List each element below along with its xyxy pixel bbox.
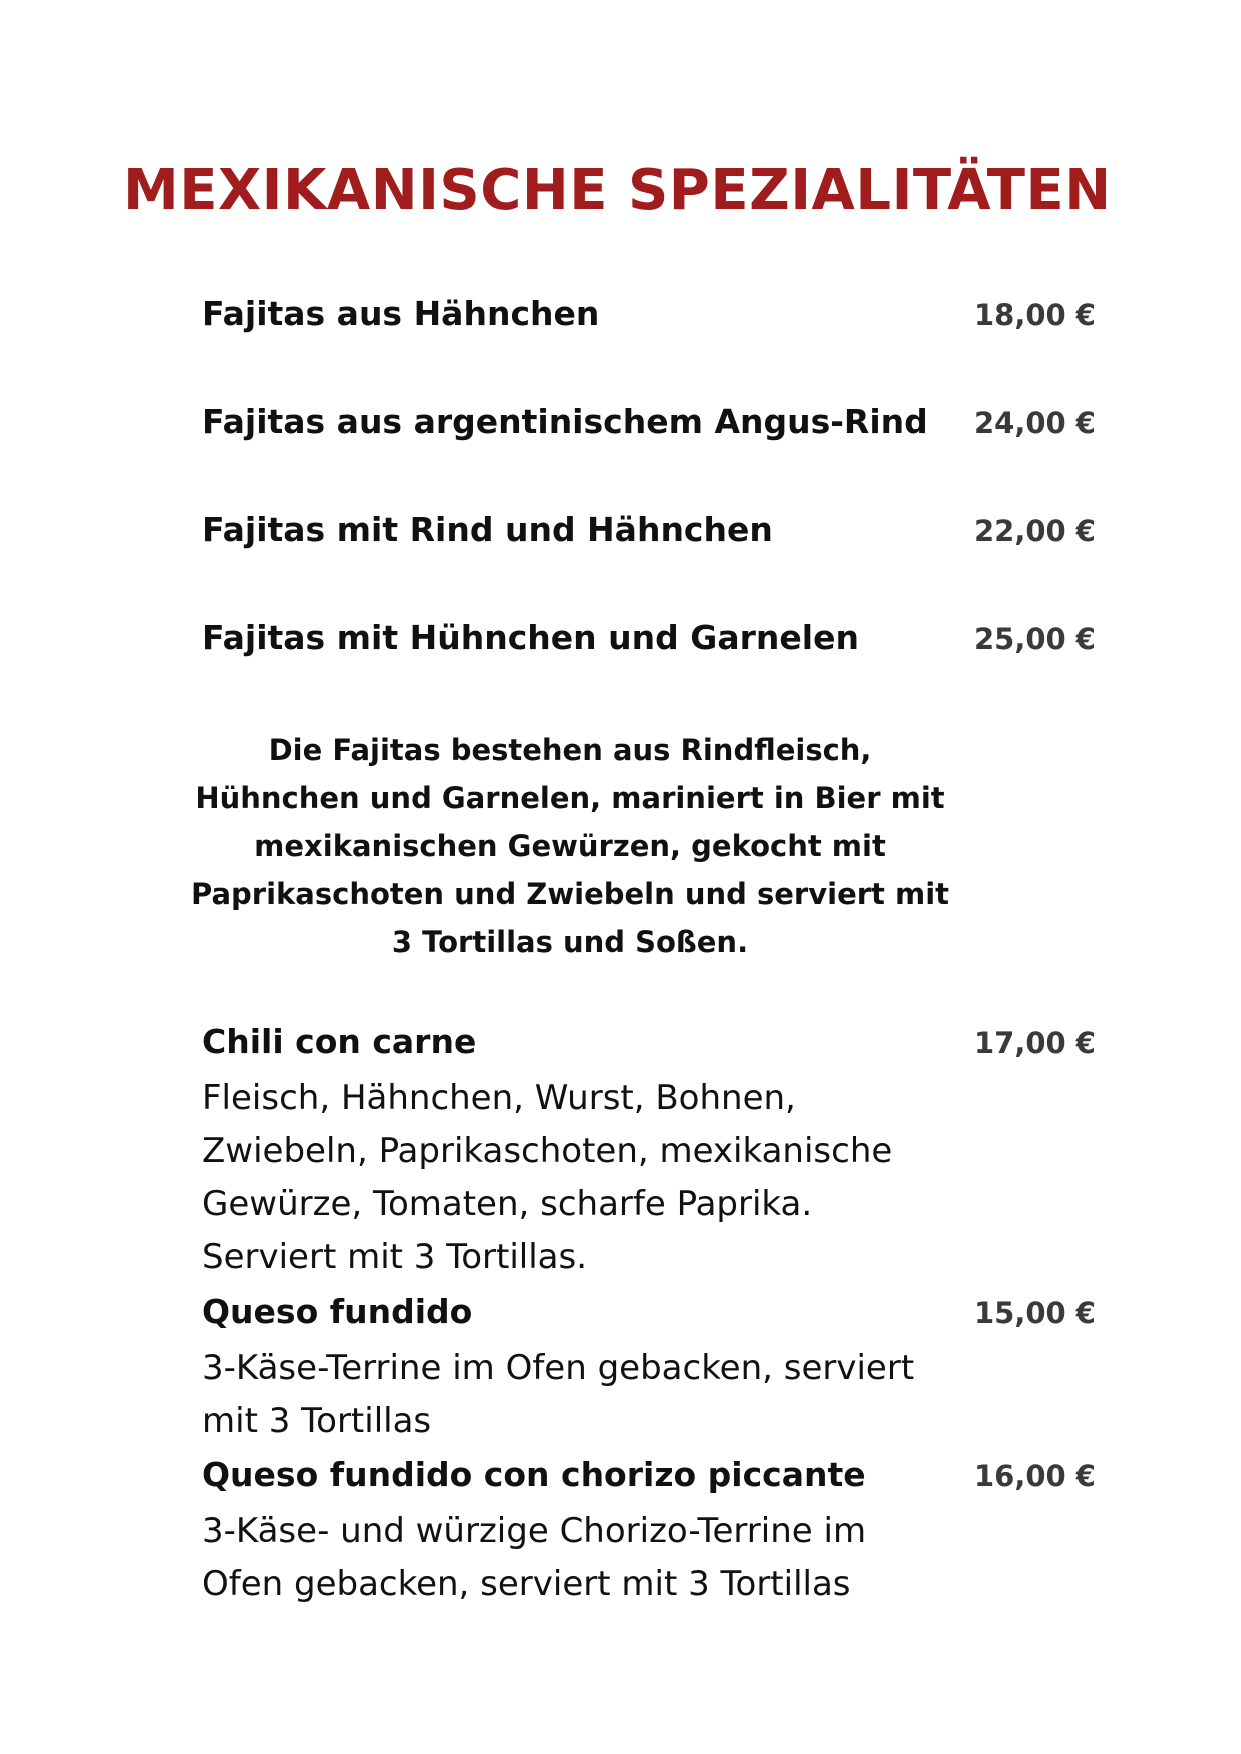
- menu-item-description: [202, 1505, 866, 1611]
- menu-item-price: 24,00 €: [973, 406, 1096, 440]
- menu-item-name: Fajitas aus Hähnchen: [202, 294, 600, 333]
- menu-item-price: 18,00 €: [973, 298, 1096, 332]
- menu-item-name: Queso fundido: [202, 1292, 473, 1331]
- note-line: Hühnchen und Garnelen, mariniert in Bier mit: [195, 781, 945, 815]
- description-line: Gewürze, Tomaten, scharfe Paprika.: [202, 1184, 813, 1224]
- note-line: Die Fajitas bestehen aus Rindfleisch,: [268, 733, 872, 767]
- note-line: mexikanischen Gewürzen, gekocht mit: [254, 829, 886, 863]
- menu-item-price: 15,00 €: [973, 1296, 1096, 1330]
- description-line: 3-Käse- und würzige Chorizo-Terrine im: [202, 1511, 867, 1551]
- menu-item-name: Fajitas mit Hühnchen und Garnelen: [202, 618, 859, 657]
- menu-item-price: 16,00 €: [973, 1459, 1096, 1493]
- note-line: Paprikaschoten und Zwiebeln und serviert mit: [190, 877, 950, 911]
- menu-item-name: Queso fundido con chorizo piccante: [202, 1455, 866, 1494]
- description-line: mit 3 Tortillas: [202, 1401, 432, 1441]
- note-line: 3 Tortillas und Soßen.: [391, 925, 749, 959]
- page-title: MEXIKANISCHE SPEZIALITÄTEN: [123, 158, 1112, 223]
- menu-item-description: [202, 1072, 892, 1284]
- description-line: Fleisch, Hähnchen, Wurst, Bohnen,: [202, 1078, 796, 1118]
- menu-item-name: Chili con carne: [202, 1022, 477, 1061]
- menu-item-name: Fajitas mit Rind und Hähnchen: [202, 510, 773, 549]
- description-line: Ofen gebacken, serviert mit 3 Tortillas: [202, 1564, 851, 1604]
- menu-item-price: 25,00 €: [973, 622, 1096, 656]
- description-line: 3-Käse-Terrine im Ofen gebacken, serviert: [202, 1348, 915, 1388]
- fajitas-note: [190, 726, 950, 966]
- menu-item-name: Fajitas aus argentinischem Angus-Rind: [202, 402, 928, 441]
- description-line: Serviert mit 3 Tortillas.: [202, 1237, 588, 1277]
- menu-item-price: 17,00 €: [973, 1026, 1096, 1060]
- description-line: Zwiebeln, Paprikaschoten, mexikanische: [202, 1131, 893, 1171]
- menu-item-price: 22,00 €: [973, 514, 1096, 548]
- menu-item-description: [202, 1342, 914, 1448]
